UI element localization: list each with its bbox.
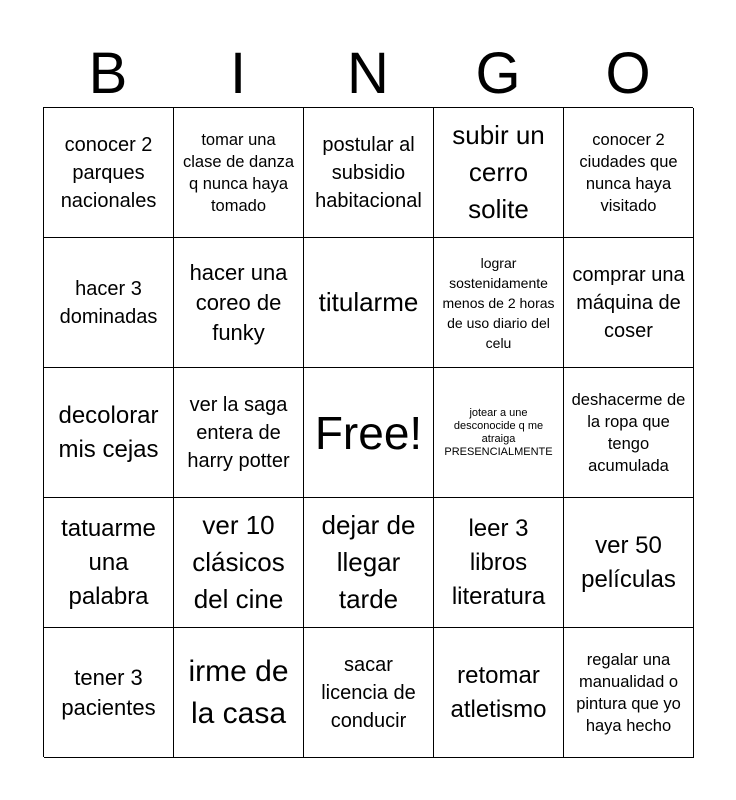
cell-text: ver 50 películas xyxy=(581,531,676,593)
cell-text: conocer 2 parques nacionales xyxy=(60,133,157,212)
cell-text: retomar atletismo xyxy=(450,661,547,723)
bingo-cell[interactable] xyxy=(564,108,694,238)
header-letter-o: O xyxy=(605,41,651,106)
cell-text: postular al subsidio habitacional xyxy=(315,133,422,212)
bingo-cell[interactable] xyxy=(174,368,304,498)
bingo-cell[interactable] xyxy=(44,368,174,498)
cell-text: comprar una máquina de coser xyxy=(572,263,685,342)
bingo-cell[interactable] xyxy=(174,628,304,758)
cell-text: lograr sostenidamente menos de 2 horas de uso diario del celu xyxy=(442,254,555,351)
header-letter-g: G xyxy=(475,41,521,106)
bingo-cell[interactable] xyxy=(44,238,174,368)
bingo-cell[interactable] xyxy=(434,368,564,498)
free-space-text: Free! xyxy=(314,406,423,459)
bingo-cell[interactable] xyxy=(304,628,434,758)
cell-text: hacer una coreo de funky xyxy=(189,259,288,345)
cell-text: irme de la casa xyxy=(188,654,289,730)
cell-text: tatuarme una palabra xyxy=(61,514,156,610)
cell-text: subir un cerro solite xyxy=(452,120,545,224)
cell-text: tener 3 pacientes xyxy=(61,664,156,720)
header-letter-n: N xyxy=(347,41,389,106)
bingo-cell[interactable] xyxy=(434,628,564,758)
bingo-cell[interactable] xyxy=(44,628,174,758)
bingo-grid xyxy=(43,107,693,757)
cell-text: regalar una manualidad o pintura que yo haya hecho xyxy=(576,650,681,735)
bingo-cell[interactable] xyxy=(564,368,694,498)
bingo-cell[interactable] xyxy=(304,498,434,628)
bingo-cell[interactable] xyxy=(564,498,694,628)
bingo-cell[interactable] xyxy=(434,498,564,628)
bingo-cell[interactable] xyxy=(44,498,174,628)
bingo-cell[interactable] xyxy=(174,498,304,628)
cell-text: conocer 2 ciudades que nunca haya visitado xyxy=(579,130,678,215)
bingo-cell[interactable] xyxy=(564,238,694,368)
bingo-cell[interactable] xyxy=(174,238,304,368)
cell-text: hacer 3 dominadas xyxy=(59,277,158,328)
cell-text: deshacerme de la ropa que tengo acumulada xyxy=(571,390,686,475)
bingo-cell[interactable] xyxy=(434,238,564,368)
cell-text: tomar una clase de danza q nunca haya tomado xyxy=(183,130,294,215)
cell-text: ver la saga entera de harry potter xyxy=(187,393,290,472)
bingo-cell[interactable] xyxy=(434,108,564,238)
bingo-cell[interactable] xyxy=(564,628,694,758)
cell-text: sacar licencia de conducir xyxy=(321,653,416,732)
cell-text: jotear a une desconocide q me atraiga PRESENCIALMENTE xyxy=(444,406,553,458)
header-letter-b: B xyxy=(88,41,128,106)
header-letter-i: I xyxy=(229,41,247,106)
cell-text: dejar de llegar tarde xyxy=(321,510,416,614)
bingo-cell[interactable] xyxy=(174,108,304,238)
bingo-cell[interactable] xyxy=(304,238,434,368)
cell-text: ver 10 clásicos del cine xyxy=(192,510,285,614)
bingo-cell[interactable] xyxy=(304,108,434,238)
cell-text: leer 3 libros literatura xyxy=(451,514,546,610)
bingo-cell[interactable] xyxy=(44,108,174,238)
cell-text: titularme xyxy=(318,287,419,317)
free-space[interactable] xyxy=(304,368,434,498)
bingo-header xyxy=(43,40,693,108)
cell-text: decolorar mis cejas xyxy=(58,401,159,463)
